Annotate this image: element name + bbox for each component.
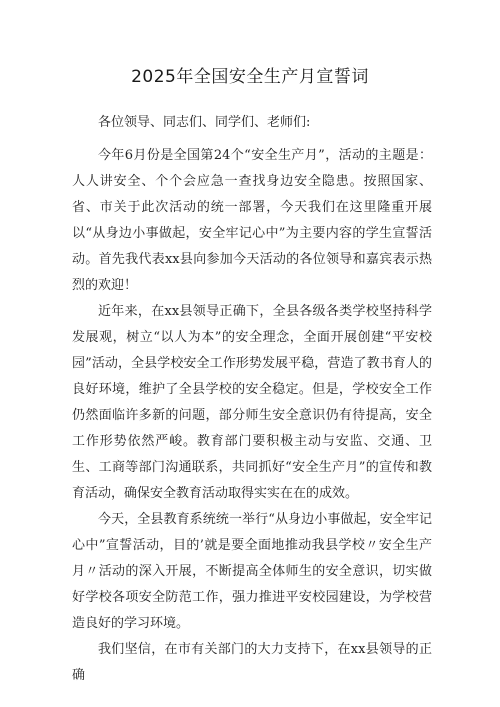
document-title: 2025年全国安全生产月宣誓词: [131, 67, 369, 87]
document-body: [72, 110, 432, 689]
paragraph: 今天，全县教育系统统一举行“从身边小事做起，安全牢记心中”宣誓活动，目的’就是要全面地推动我县学校〃安全生产月〃活动的深入开展，不断提高全体师生的安全意识，切实做好学校各项安全防范工作，强力推进平安校园建设，为学校营造良好的学习环境。: [72, 512, 432, 631]
paragraph: 近年来，在xx县领导正确下，全县各级各类学校坚持科学发展观，树立“以人为本”的安全理念，全面开展创建“平安校园”活动，全县学校安全工作形势发展平稳，营造了教书育人的良好环境，维护了全县学校的安全稳定。但是，学校安全工作仍然面临许多新的问题，部分师生安全意识仍有待提高，安全工作形势依然严峻。教育部门要积极主动与安监、交通、卫生、工商等部门沟通联系，共同抓好“安全生产月”的宣传和教育活动，确保安全教育活动取得实实在在的成效。: [72, 304, 432, 501]
paragraph: 今年6月份是全国第24个“安全生产月”，活动的主题是：人人讲安全、个个会应急一查找身边安全隐患。按照国家、省、市关于此次活动的统一部署，今天我们在这里隆重开展以“从身边小事做起，安全牢记心中”为主要内容的学生宣誓活动。首先我代表xx县向参加今天活动的各位领导和嘉宾表示热烈的欢迎！: [72, 148, 432, 293]
paragraph: 我们坚信，在市有关部门的大力支持下，在xx县领导的正确: [72, 642, 432, 683]
salutation: 各位领导、同志们、同学们、老师们:: [98, 115, 311, 130]
